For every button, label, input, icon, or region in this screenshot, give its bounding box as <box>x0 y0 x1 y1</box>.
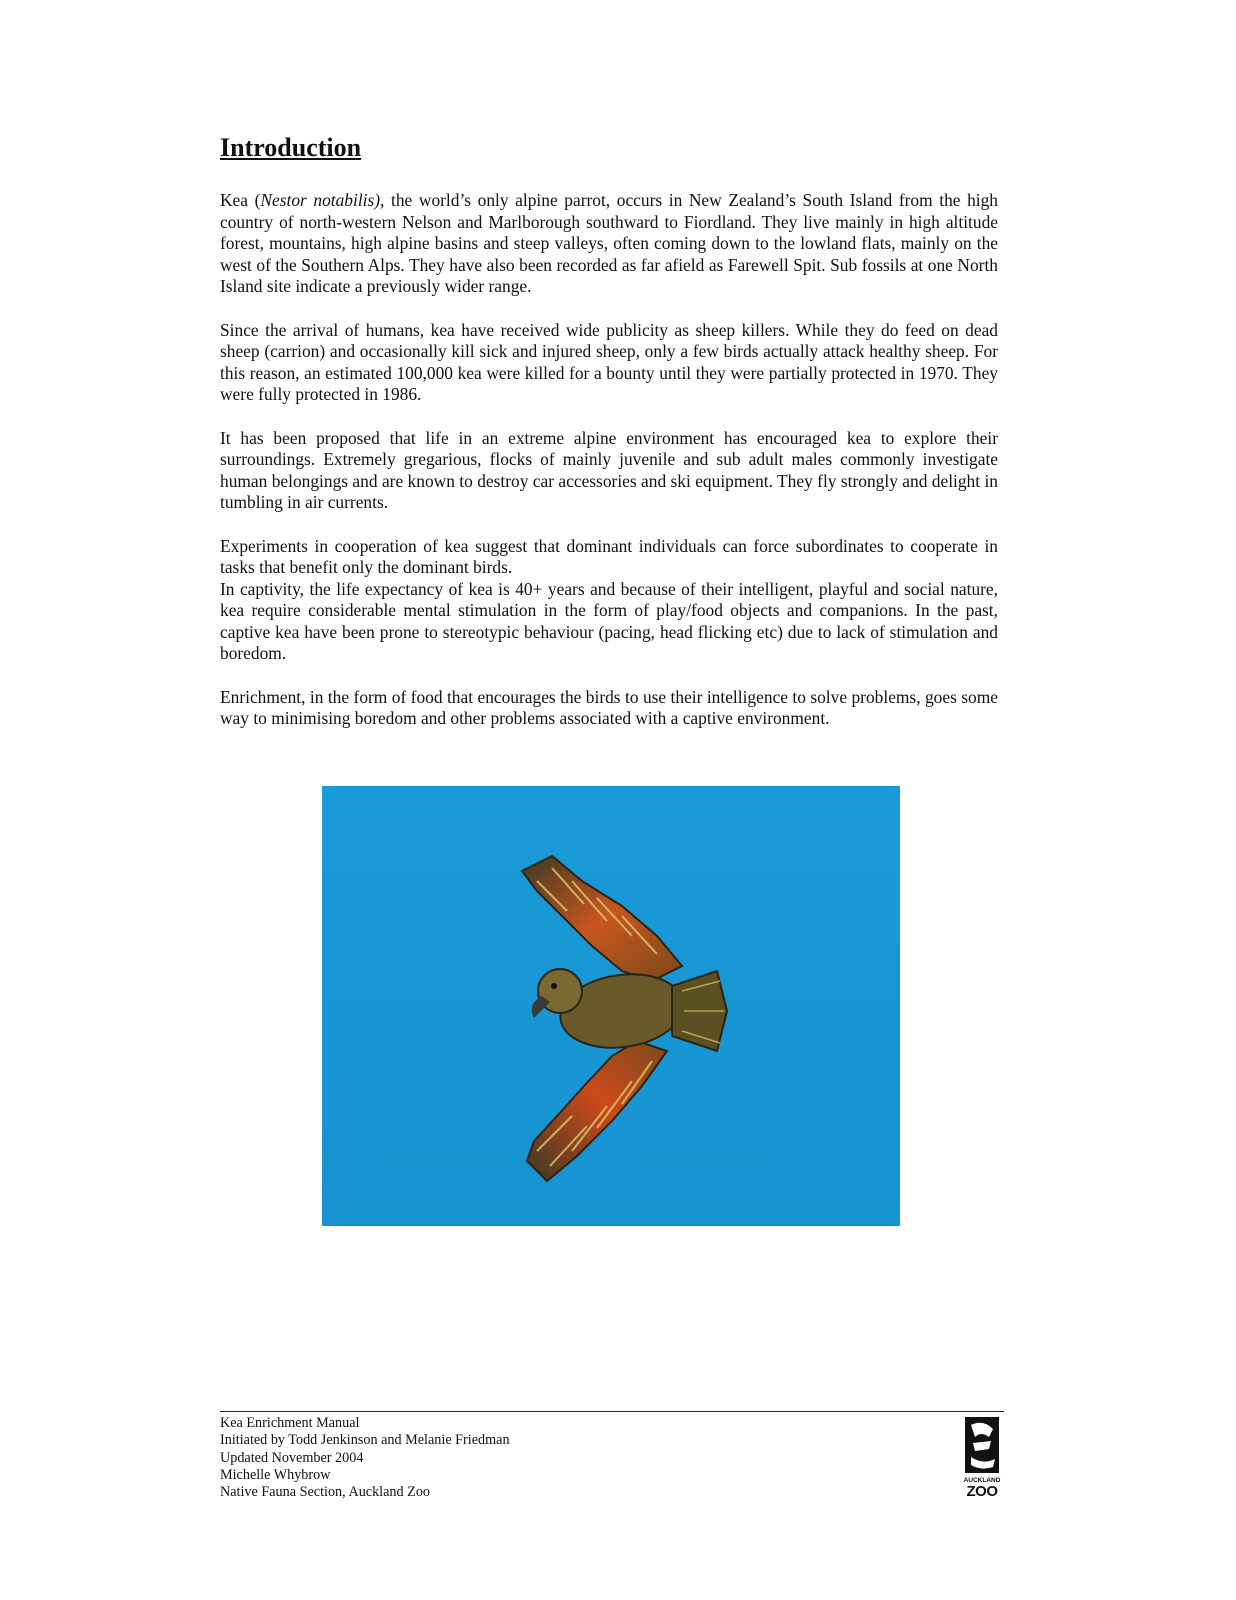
logo-small-text: AUCKLAND <box>963 1477 1001 1484</box>
paragraph-cooperation: Experiments in cooperation of kea suggest that dominant individuals can force subordinates to cooperate in tasks that benefit only the dominant birds. <box>220 535 998 578</box>
footer-line-author: Michelle Whybrow <box>220 1466 331 1483</box>
body-text <box>220 190 998 751</box>
paragraph-captivity: In captivity, the life expectancy of kea is 40+ years and because of their intelligent, playful and social nature, kea require considerable mental stimulation in the form of play/food objects and companions. In the past, captive kea have been prone to stereotypic behaviour (pacing, head flicking etc) due to lack of stimulation and boredom. <box>220 578 998 664</box>
logo-word: ZOO <box>966 1483 998 1500</box>
footer <box>220 1415 510 1501</box>
footer-line-initiated: Initiated by Todd Jenkinson and Melanie Friedman <box>220 1432 510 1449</box>
page-title: Introduction <box>220 133 362 162</box>
footer-line-manual: Kea Enrichment Manual <box>220 1415 360 1431</box>
footer-line-updated: Updated November 2004 <box>220 1449 364 1466</box>
footer-line-section: Native Fauna Section, Auckland Zoo <box>220 1484 431 1501</box>
kea-in-flight-photo <box>322 786 900 1226</box>
paragraph-prefix: Kea ( <box>220 190 261 210</box>
paragraph-rest: the world’s only alpine parrot, occurs in New Zealand’s South Island from the high country of north-western Nelson and Marlborough southward to Fiordland. They live mainly in high altitude forest, mountains, high alpine basins and steep valleys, often coming down to the lowland flats, mainly on the west of the Southern Alps. They have also been recorded as far afield as Farewell Spit. Sub fossils at one North Island site indicate a previously wider range. <box>220 190 999 297</box>
paragraph-kea-range <box>220 190 998 298</box>
species-name: Nestor notabilis), <box>260 190 385 210</box>
paragraph-exploration: It has been proposed that life in an extreme alpine environment has encouraged kea to explore their surroundings. Extremely gregarious, flocks of mainly juvenile and sub adult males commonly investigate human belongings and are known to destroy car accessories and ski equipment. They fly strongly and delight in tumbling in air currents. <box>220 427 998 513</box>
paragraph-sheep-killers: Since the arrival of humans, kea have received wide publicity as sheep killers. While they do feed on dead sheep (carrion) and occasionally kill sick and injured sheep, only a few birds actually attack healthy sheep. For this reason, an estimated 100,000 kea were killed for a bounty until they were partially protected in 1970. They were fully protected in 1986. <box>220 319 998 405</box>
footer-divider <box>220 1411 1004 1412</box>
paragraph-enrichment: Enrichment, in the form of food that encourages the birds to use their intelligence to solve problems, goes some way to minimising boredom and other problems associated with a captive environment. <box>220 686 998 729</box>
